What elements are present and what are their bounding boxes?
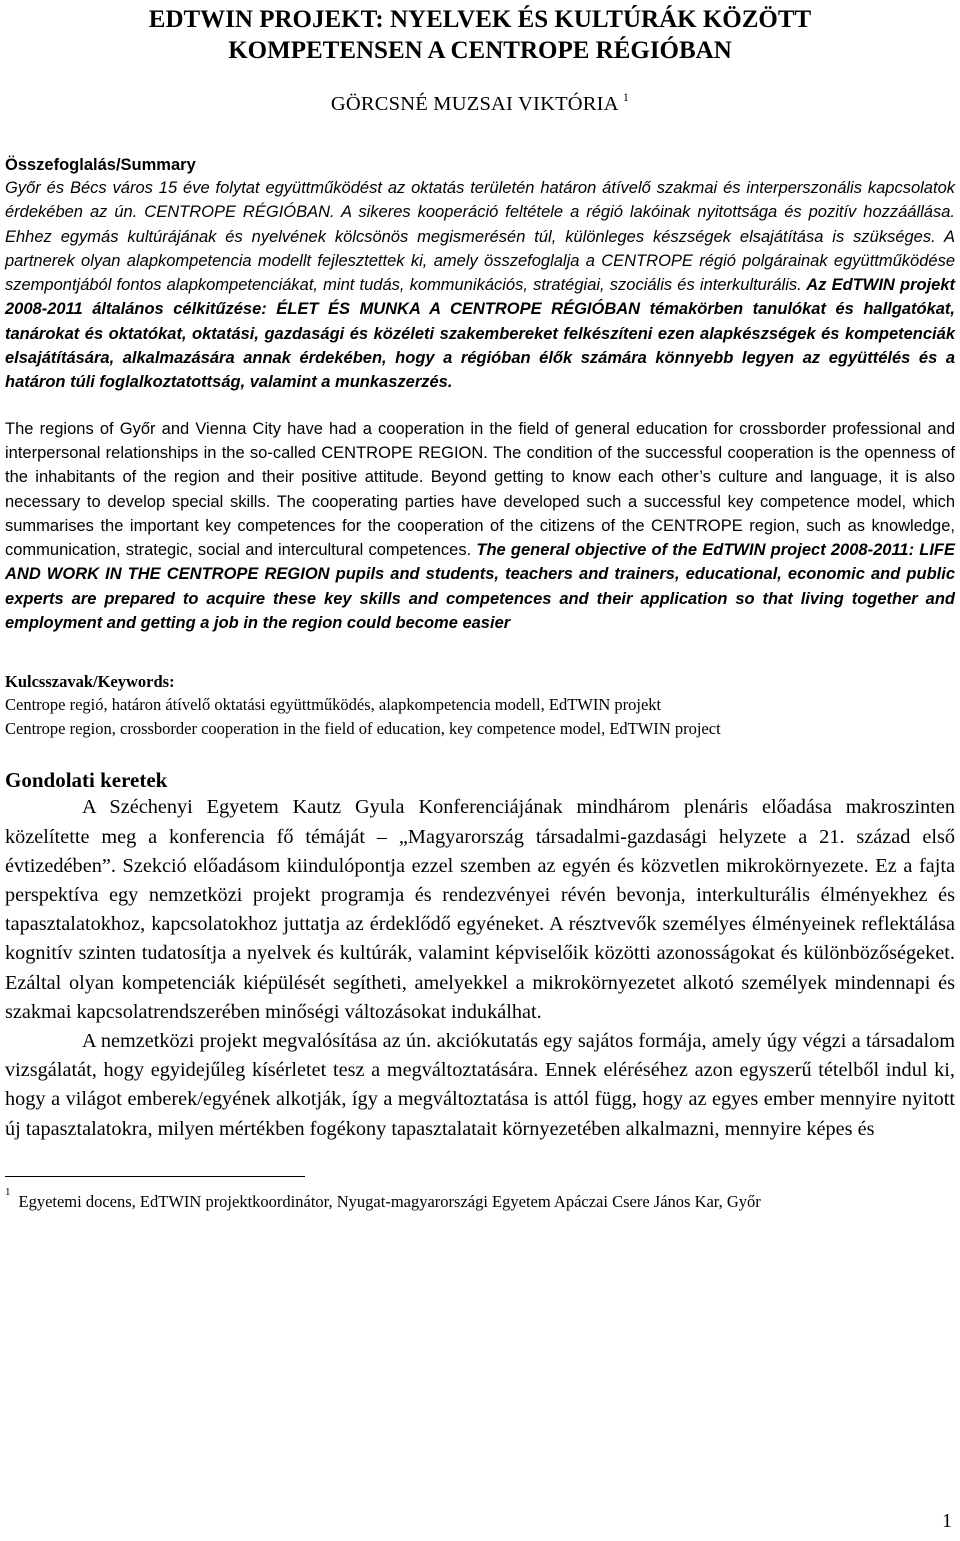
- abstract-en-bold-italic: The general objective of the EdTWIN project 2008-2011: LIFE AND WORK IN THE CENTROPE REGION pupils and students, teachers and trainers, educational, economic and public experts are prepared to acquire these key skills and competences and their application so that living together and employment and getting a job in the region could become easier: [5, 541, 956, 633]
- title-line-2: KOMPETENSEN A CENTROPE RÉGIÓBAN: [228, 37, 732, 64]
- body-paragraph-1: A Széchenyi Egyetem Kautz Gyula Konferenciájának mindhárom plenáris előadása makroszinten közelítette meg a konferencia fő témáját – „Magyarország társadalmi-gazdasági helyzete a 21. század első évtizedében”. Szekció előadásom kiindulópontja ezzel szemben az egyén és közvetlen mikrokörnyezete. Ez a fajta perspektíva egy nemzetközi projekt programja és rendezvényei révén bevonja, interkulturális élményekhez és tapasztalatokhoz, kapcsolatokhoz juttatja az érdeklődő egyéneket. A résztvevők személyes élményeinek reflektálása kognitív szinten tudatosítja a nyelvek és kultúrák, valamint képviselőik közötti azonosságokat és különbözőségeket. Ezáltal olyan kompetenciák kiépülését segítheti, amelyekkel a mikrokörnyezetet alkotó személyek mindennapi és szakmai kapcsolatrendszerében minőségi változásokat indukálhat.: [5, 796, 955, 1023]
- keywords-hungarian: Centrope regió, határon átívelő oktatási együttműködés, alapkompetencia modell, EdTWIN projekt: [5, 695, 662, 715]
- summary-heading: Összefoglalás/Summary: [5, 156, 196, 174]
- paper-title: [5, 4, 955, 66]
- author-line: [5, 90, 955, 116]
- page-number: 1: [942, 1510, 952, 1532]
- body-paragraph-2: A nemzetközi projekt megvalósítása az ún. akciókutatás egy sajátos formája, amely úgy végzi a társadalom vizsgálatát, hogy egyidejűleg kísérletet tesz a megváltoztatására. Ennek eléréséhez azon egyszerű tételből indul ki, hogy a világot emberek/egyének alkotják, így a megváltoztatása is attól függ, hogy az egyes ember mennyire nyitott új tapasztalatokra, milyen mértékben fogékony tapasztalatait környezetében alkalmazni, mennyire képes és: [5, 1029, 955, 1140]
- abstract-hu-bold-italic: Az EdTWIN projekt 2008-2011 általános célkitűzése: ÉLET ÉS MUNKA A CENTROPE RÉGIÓBAN témakörben tanulókat és hallgatókat, tanárokat és oktatókat, oktatási, gazdasági és közéleti szakembereket felkészíteni ezen alapkészségek és kompetenciák elsajátítására, alkalmazására annak érdekében, hogy a régióban élők számára könnyebb legyen az együttélés és a határon túli foglalkoztatottság, valamint a munkaszerzés.: [5, 276, 956, 392]
- abstract-english: [5, 417, 955, 636]
- abstract-hu-italic: Győr és Bécs város 15 éve folytat együttműködést az oktatás területén határon átívelő szakmai és interperszonális kapcsolatok érdekében az ún. CENTROPE RÉGIÓBAN. A sikeres kooperáció feltétele a régió lakóinak nyitottsága és pozitív hozzáállása. Ehhez egymás kultúrájának és nyelvének kölcsönös megismerésén túl, különleges készségek elsajátítása is szükséges. A partnerek olyan alapkompetencia modellt fejlesztettek ki, amely összefoglalja a CENTROPE régió polgárainak együttműködése szempontjából fontos alapkompetenciákat, mint tudás, kommunikációs, stratégiai, szociális és interkulturális.: [5, 179, 955, 295]
- footnote-text: Egyetemi docens, EdTWIN projektkoordinátor, Nyugat-magyarországi Egyetem Apáczai Csere János Kar, Győr: [18, 1191, 761, 1211]
- footnote: [5, 1179, 955, 1215]
- abstract-hungarian: [5, 176, 955, 395]
- title-line-1: EDTWIN PROJEKT: NYELVEK ÉS KULTÚRÁK KÖZÖTT: [148, 6, 812, 33]
- abstract-en-plain: The regions of Győr and Vienna City have had a cooperation in the field of general education for crossborder professional and interpersonal relationships in the so-called CENTROPE REGION. The condition of the successful cooperation is the openness of the inhabitants of the region and their positive attitude. Beyond getting to know each other’s culture and language, it is also necessary to develop special skills. The cooperating parties have developed such a successful key competence model, which summarises the important key competences for the cooperation of the citizens of the CENTROPE region, such as knowledge, communication, strategic, social and intercultural competences.: [5, 419, 955, 560]
- author-footnote-mark: 1: [622, 90, 630, 104]
- keywords-english: Centrope region, crossborder cooperation in the field of education, key competence model, EdTWIN project: [5, 719, 721, 739]
- footnote-divider: [5, 1176, 305, 1177]
- author-name: GÖRCSNÉ MUZSAI VIKTÓRIA: [330, 93, 618, 115]
- page: [5, 0, 955, 1215]
- footnote-mark: 1: [5, 1185, 11, 1198]
- keywords-heading: Kulcsszavak/Keywords:: [5, 672, 175, 692]
- section-heading: Gondolati keretek: [5, 768, 168, 793]
